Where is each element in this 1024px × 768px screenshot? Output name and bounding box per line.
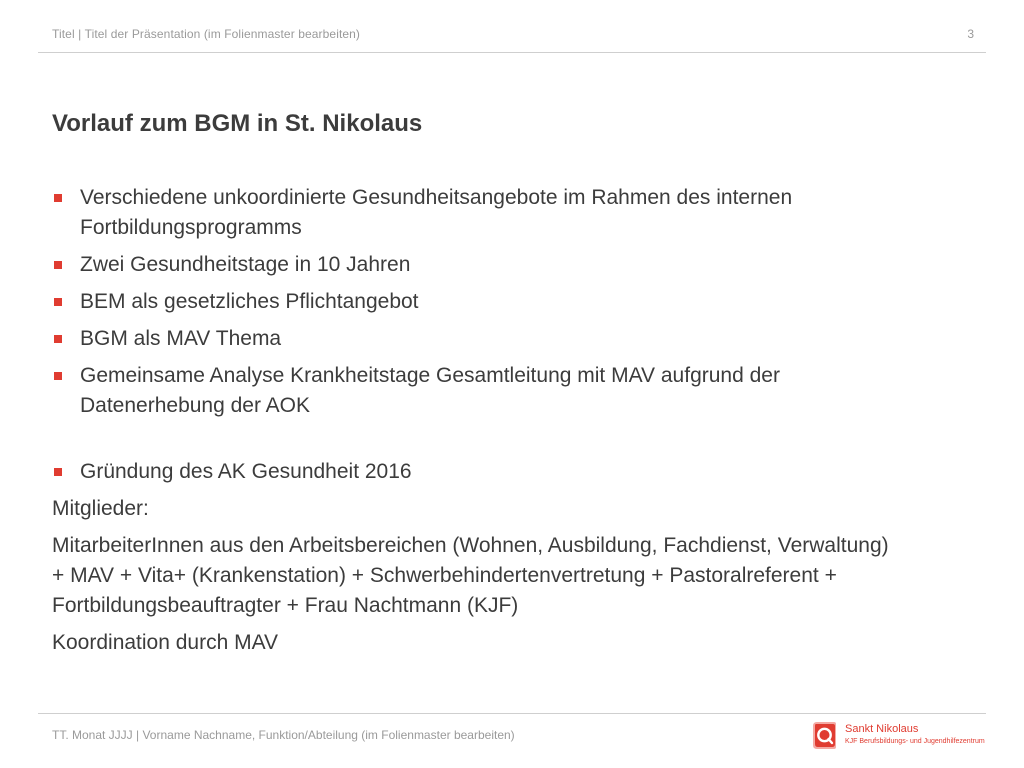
bullet-square-icon: [54, 261, 62, 269]
paragraph-members-label: Mitglieder:: [52, 497, 149, 520]
slide-content: [52, 183, 892, 665]
footer-text: TT. Monat JJJJ | Vorname Nachname, Funktion/Abteilung (im Folienmaster bearbeiten): [52, 728, 515, 742]
header-title: Titel | Titel der Präsentation (im Folienmaster bearbeiten): [52, 27, 361, 41]
bullet-square-icon: [54, 468, 62, 476]
bullet-item: [52, 361, 892, 421]
page-number: 3: [967, 27, 974, 41]
bullet-square-icon: [54, 335, 62, 343]
header-divider: [38, 52, 986, 53]
bullet-text: BEM als gesetzliches Pflichtangebot: [80, 290, 419, 313]
footer-divider: [38, 713, 986, 714]
bullet-text: Zwei Gesundheitstage in 10 Jahren: [80, 253, 411, 276]
bullet-item: [52, 457, 892, 487]
bullet-text: Verschiedene unkoordinierte Gesundheitsangebote im Rahmen des internen Fortbildungsprogramms: [80, 186, 793, 239]
paragraph-coordination: Koordination durch MAV: [52, 631, 279, 654]
logo-mark-icon: [810, 720, 838, 750]
bullet-item: [52, 287, 892, 317]
spacer: [52, 428, 892, 457]
paragraph-members-list: MitarbeiterInnen aus den Arbeitsbereichen (Wohnen, Ausbildung, Fachdienst, Verwaltung) + MAV + Vita+ (Krankenstation) + Schwerbehindertenvertretung + Pastoralreferent + Fortbildungsbeauftragter + Frau Nachtmann (KJF): [52, 534, 889, 617]
bullet-square-icon: [54, 372, 62, 380]
bullet-item: [52, 183, 892, 243]
organization-logo: [810, 720, 985, 752]
logo-name: Sankt Nikolaus: [845, 723, 919, 735]
bullet-item: [52, 324, 892, 354]
logo-subtitle: KJF Berufsbildungs- und Jugendhilfezentrum: [845, 738, 985, 745]
slide-title: Vorlauf zum BGM in St. Nikolaus: [52, 110, 423, 137]
bullet-text: BGM als MAV Thema: [80, 327, 282, 350]
bullet-item: [52, 250, 892, 280]
bullet-square-icon: [54, 298, 62, 306]
bullet-square-icon: [54, 194, 62, 202]
bullet-text: Gemeinsame Analyse Krankheitstage Gesamtleitung mit MAV aufgrund der Datenerhebung der AOK: [80, 364, 780, 417]
bullet-text: Gründung des AK Gesundheit 2016: [80, 460, 412, 483]
